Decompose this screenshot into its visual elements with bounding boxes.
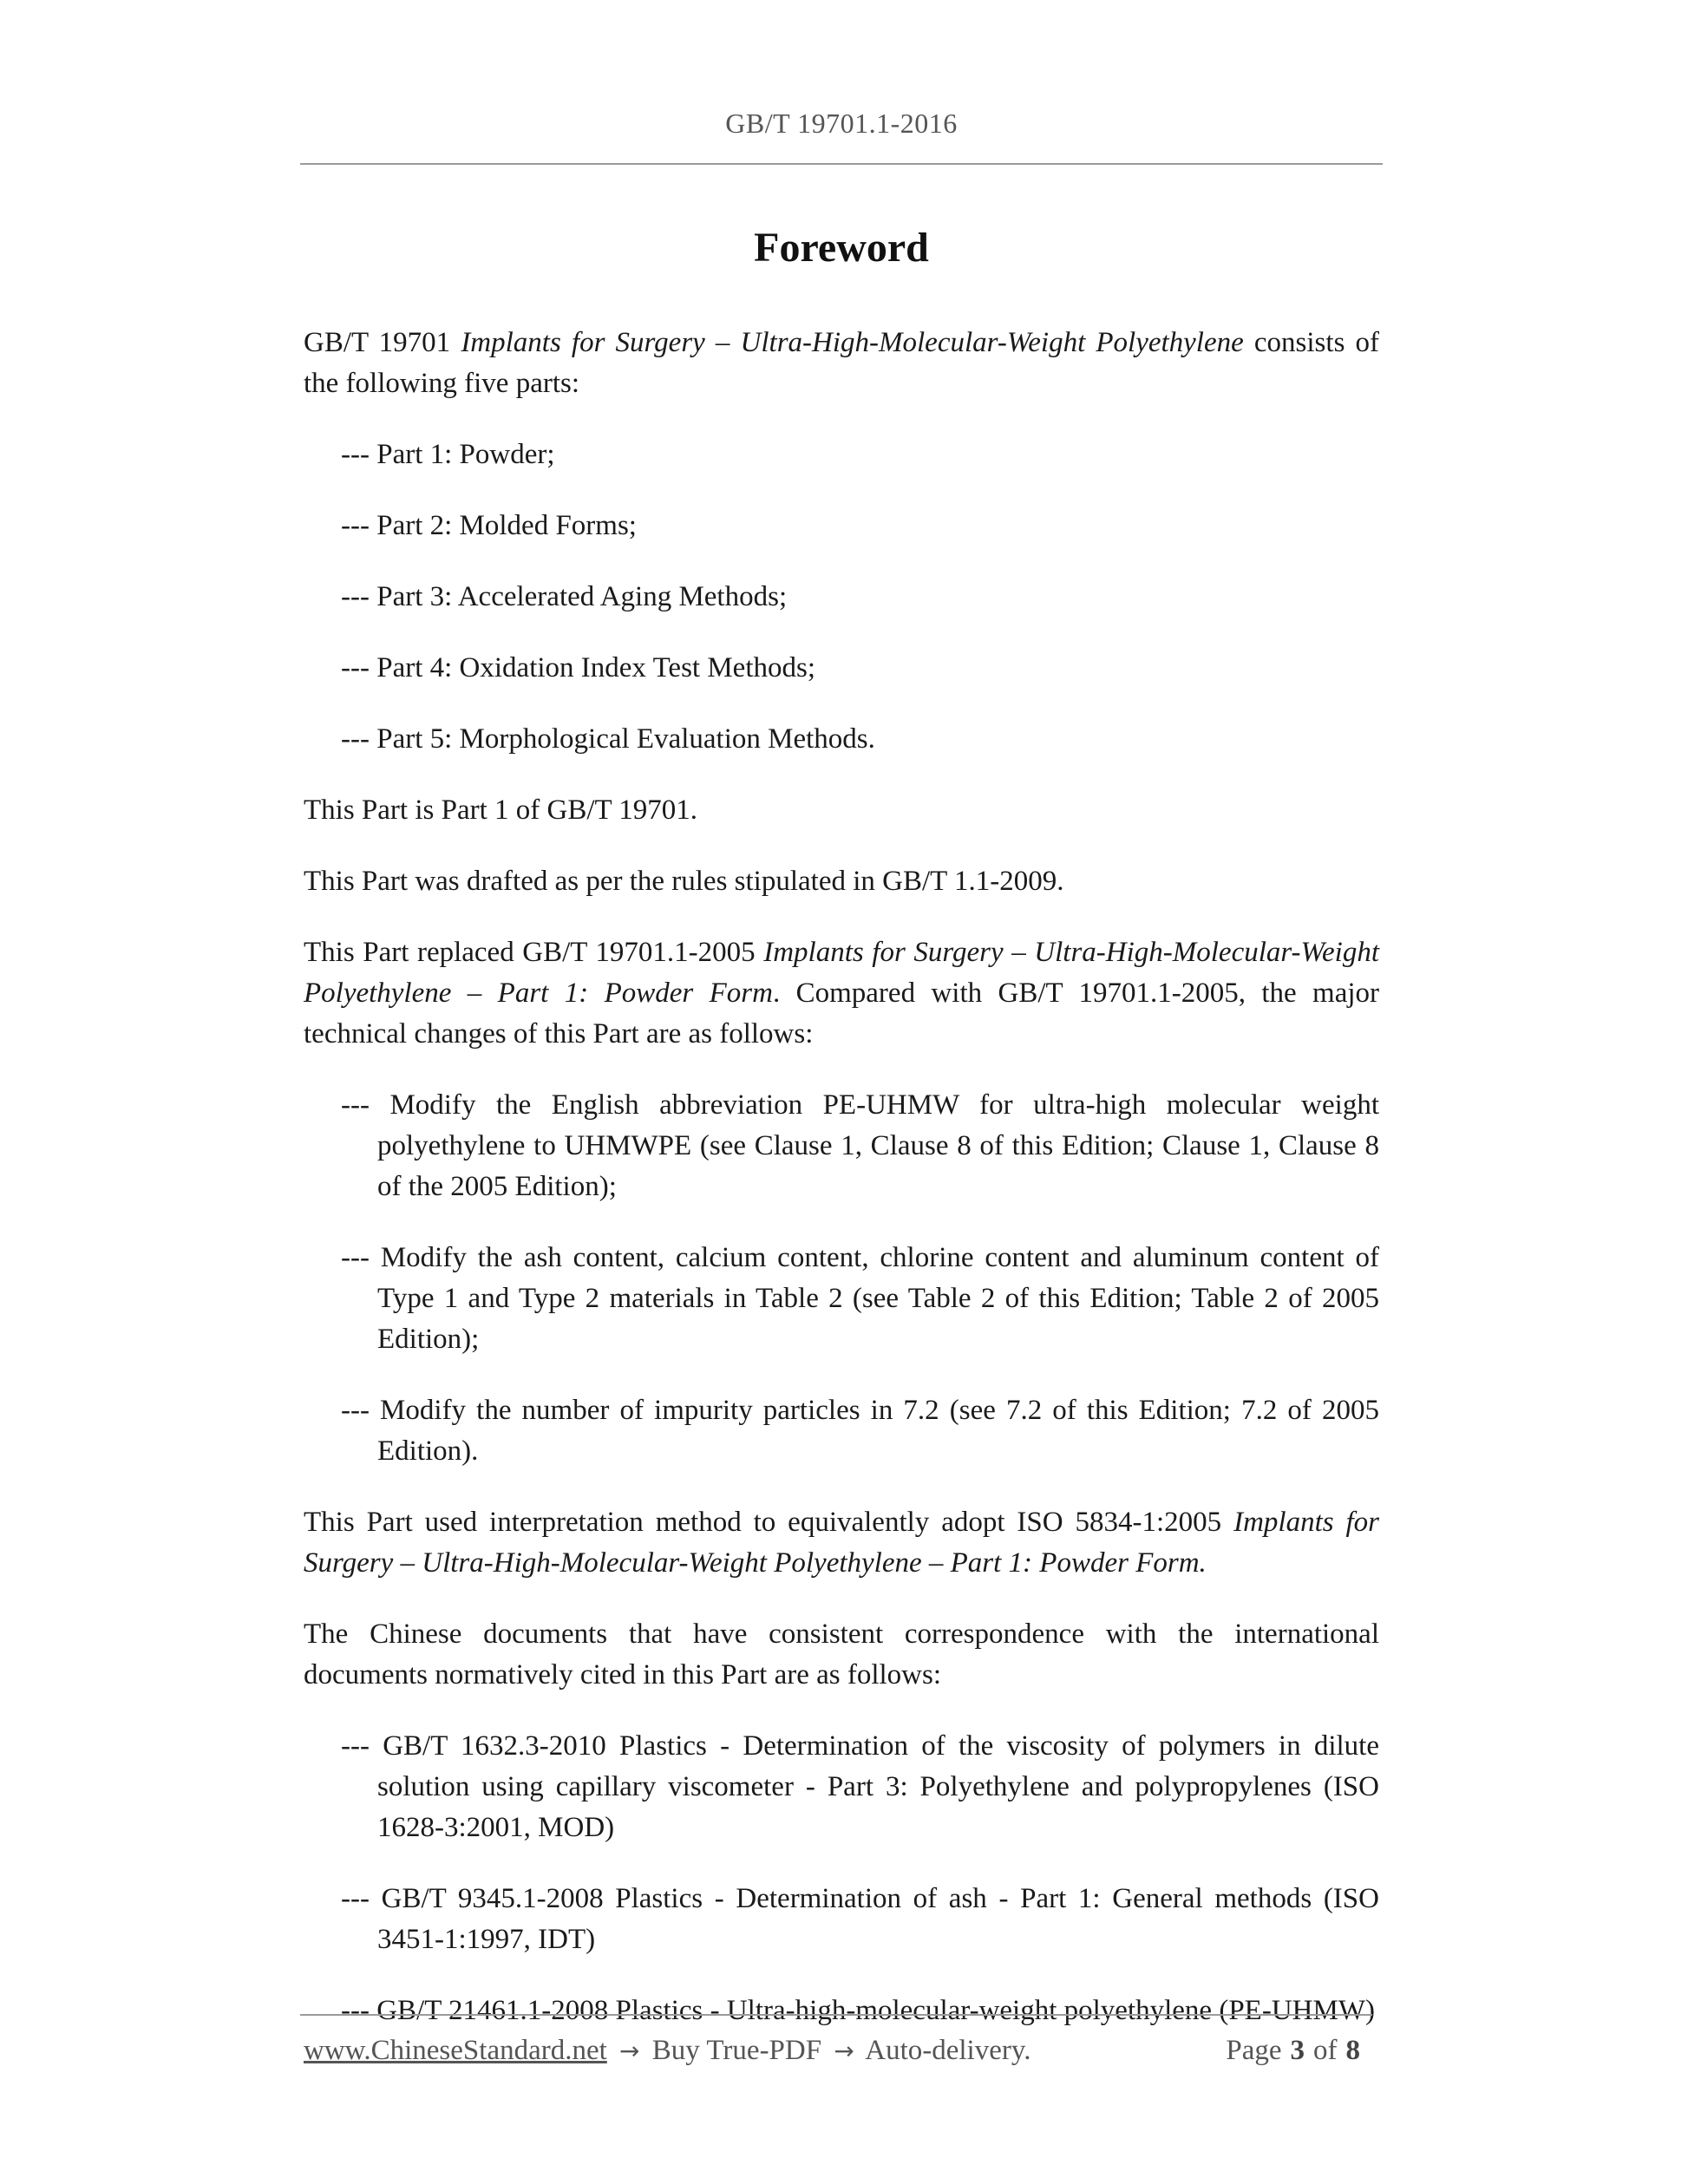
replaced-standard-title: Implants for Surgery – Ultra-High-Molecular-Weight Polyethylene – Part 1: Powder Form	[304, 937, 1379, 1009]
buy-text: Buy True-PDF	[651, 2035, 822, 2066]
intro-paragraph	[304, 323, 1379, 404]
part-statement: This Part is Part 1 of GB/T 19701.	[304, 794, 698, 826]
right-arrow-icon: →	[834, 2037, 854, 2065]
adoption-paragraph	[304, 1502, 1379, 1584]
reference-list-item: --- GB/T 9345.1-2008 Plastics - Determination of ash - Part 1: General methods (ISO 3451-1:1997, IDT)	[341, 1883, 1379, 1955]
header-divider	[300, 163, 1383, 165]
page-title: Foreword	[754, 225, 929, 271]
part-list-item: --- Part 1: Powder;	[341, 439, 555, 470]
part-list-item: --- Part 5: Morphological Evaluation Methods.	[341, 723, 875, 755]
right-arrow-icon: →	[619, 2037, 640, 2065]
page-indicator	[1226, 2035, 1369, 2067]
part-list-item: --- Part 2: Molded Forms;	[341, 510, 637, 541]
change-list-item: --- Modify the number of impurity particles in 7.2 (see 7.2 of this Edition; 7.2 of 2005 Edition).	[341, 1395, 1379, 1467]
page-total: 8	[1345, 2035, 1360, 2066]
part-list-item: --- Part 4: Oxidation Index Test Methods;	[341, 652, 815, 683]
change-list-item: --- Modify the English abbreviation PE-UHMW for ultra-high molecular weight polyethylene to UHMWPE (see Clause 1, Clause 8 of this Edition; Clause 1, Clause 8 of the 2005 Edition);	[341, 1089, 1379, 1202]
replacement-text-end: . Compared with GB/T 19701.1-2005, the major technical changes of this Part are as follows:	[304, 978, 1380, 1049]
delivery-text: Auto-delivery.	[865, 2035, 1031, 2066]
intro-text-end: consists of the following five parts:	[304, 327, 1380, 399]
adopted-standard-title: Implants for Surgery – Ultra-High-Molecular-Weight Polyethylene – Part 1: Powder Form.	[304, 1507, 1379, 1579]
intro-standard-title: Implants for Surgery – Ultra-High-Molecular-Weight Polyethylene	[461, 327, 1244, 358]
footer-promo	[304, 2035, 1030, 2067]
adoption-text: This Part used interpretation method to equivalently adopt ISO 5834-1:2005	[304, 1507, 1234, 1538]
page-header: GB/T 19701.1-2016	[725, 108, 958, 139]
website-link[interactable]: www.ChineseStandard.net	[304, 2035, 607, 2066]
replacement-text-start: This Part replaced GB/T 19701.1-2005	[304, 937, 764, 968]
part-list-item: --- Part 3: Accelerated Aging Methods;	[341, 581, 788, 612]
of-label: of	[1313, 2035, 1338, 2066]
correspondence-paragraph: The Chinese documents that have consistent correspondence with the international documents normatively cited in this Part are as follows:	[304, 1618, 1379, 1690]
change-list-item: --- Modify the ash content, calcium content, chlorine content and aluminum content of Type 1 and Type 2 materials in Table 2 (see Table 2 of this Edition; Table 2 of 2005 Edition);	[341, 1242, 1379, 1355]
footer-divider	[300, 2014, 1372, 2016]
reference-list-item: --- GB/T 21461.1-2008 Plastics - Ultra-high-molecular-weight polyethylene (PE-UHMW)	[341, 1995, 1375, 2026]
drafting-statement: This Part was drafted as per the rules stipulated in GB/T 1.1-2009.	[304, 866, 1064, 897]
replacement-paragraph	[304, 932, 1379, 1055]
document-body	[304, 323, 1379, 2062]
page-label: Page	[1226, 2035, 1282, 2066]
reference-list-item: --- GB/T 1632.3-2010 Plastics - Determination of the viscosity of polymers in dilute solution using capillary viscometer - Part 3: Polyethylene and polypropylenes (ISO 1628-3:2001, MOD)	[341, 1730, 1379, 1843]
page-number: 3	[1290, 2035, 1305, 2066]
intro-text-start: GB/T 19701	[304, 327, 461, 358]
